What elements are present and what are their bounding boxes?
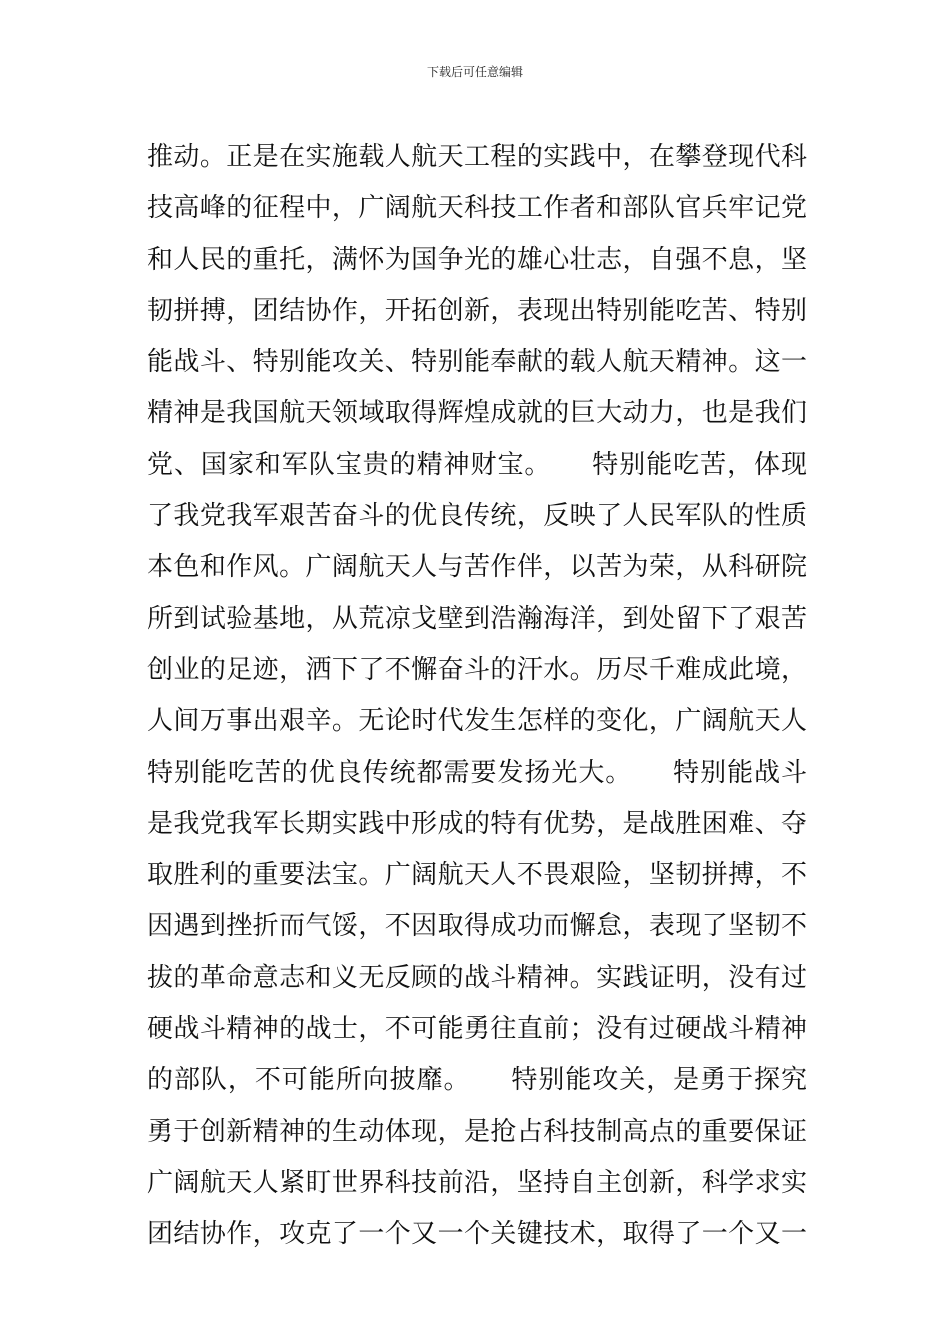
text-line: 团结协作，攻克了一个又一个关键技术，取得了一个又一 — [147, 1219, 807, 1250]
text-line: 所到试验基地，从荒凉戈壁到浩瀚海洋，到处留下了艰苦 — [147, 603, 807, 634]
text-line: 技高峰的征程中，广阔航天科技工作者和部队官兵牢记党 — [147, 193, 807, 224]
text-line: 因遇到挫折而气馁，不因取得成功而懈怠，表现了坚韧不 — [147, 911, 807, 942]
body-text — [147, 132, 807, 1261]
text-line: 本色和作风。广阔航天人与苦作伴，以苦为荣，从科研院 — [147, 552, 807, 583]
text-line: 广阔航天人紧盯世界科技前沿，坚持自主创新，科学求实 — [147, 1167, 807, 1198]
text-line: 勇于创新精神的生动体现，是抢占科技制高点的重要保证 — [147, 1116, 807, 1147]
page-header: 下载后可任意编辑 — [426, 65, 523, 79]
text-line: 拔的革命意志和义无反顾的战斗精神。实践证明，没有过 — [147, 962, 807, 993]
text-line: 取胜利的重要法宝。广阔航天人不畏艰险，坚韧拼搏，不 — [147, 860, 807, 891]
text-line: 特别能吃苦的优良传统都需要发扬光大。 特别能战斗 — [147, 757, 807, 788]
text-line: 创业的足迹，洒下了不懈奋斗的汗水。历尽千难成此境， — [147, 654, 807, 685]
text-line: 了我党我军艰苦奋斗的优良传统，反映了人民军队的性质 — [147, 501, 807, 532]
text-line: 和人民的重托，满怀为国争光的雄心壮志，自强不息，坚 — [147, 244, 807, 275]
text-line: 的部队，不可能所向披靡。 特别能攻关，是勇于探究 — [147, 1065, 807, 1096]
text-line: 硬战斗精神的战士，不可能勇往直前；没有过硬战斗精神 — [147, 1014, 807, 1045]
text-line: 精神是我国航天领域取得辉煌成就的巨大动力，也是我们 — [147, 398, 807, 429]
text-line: 韧拼搏，团结协作，开拓创新，表现出特别能吃苦、特别 — [147, 295, 807, 326]
text-line: 能战斗、特别能攻关、特别能奉献的载人航天精神。这一 — [147, 347, 807, 378]
text-line: 是我党我军长期实践中形成的特有优势，是战胜困难、夺 — [147, 808, 807, 839]
text-line: 人间万事出艰辛。无论时代发生怎样的变化，广阔航天人 — [147, 706, 807, 737]
text-line: 党、国家和军队宝贵的精神财宝。 特别能吃苦，体现 — [147, 449, 807, 480]
text-line: 推动。正是在实施载人航天工程的实践中，在攀登现代科 — [147, 142, 807, 172]
